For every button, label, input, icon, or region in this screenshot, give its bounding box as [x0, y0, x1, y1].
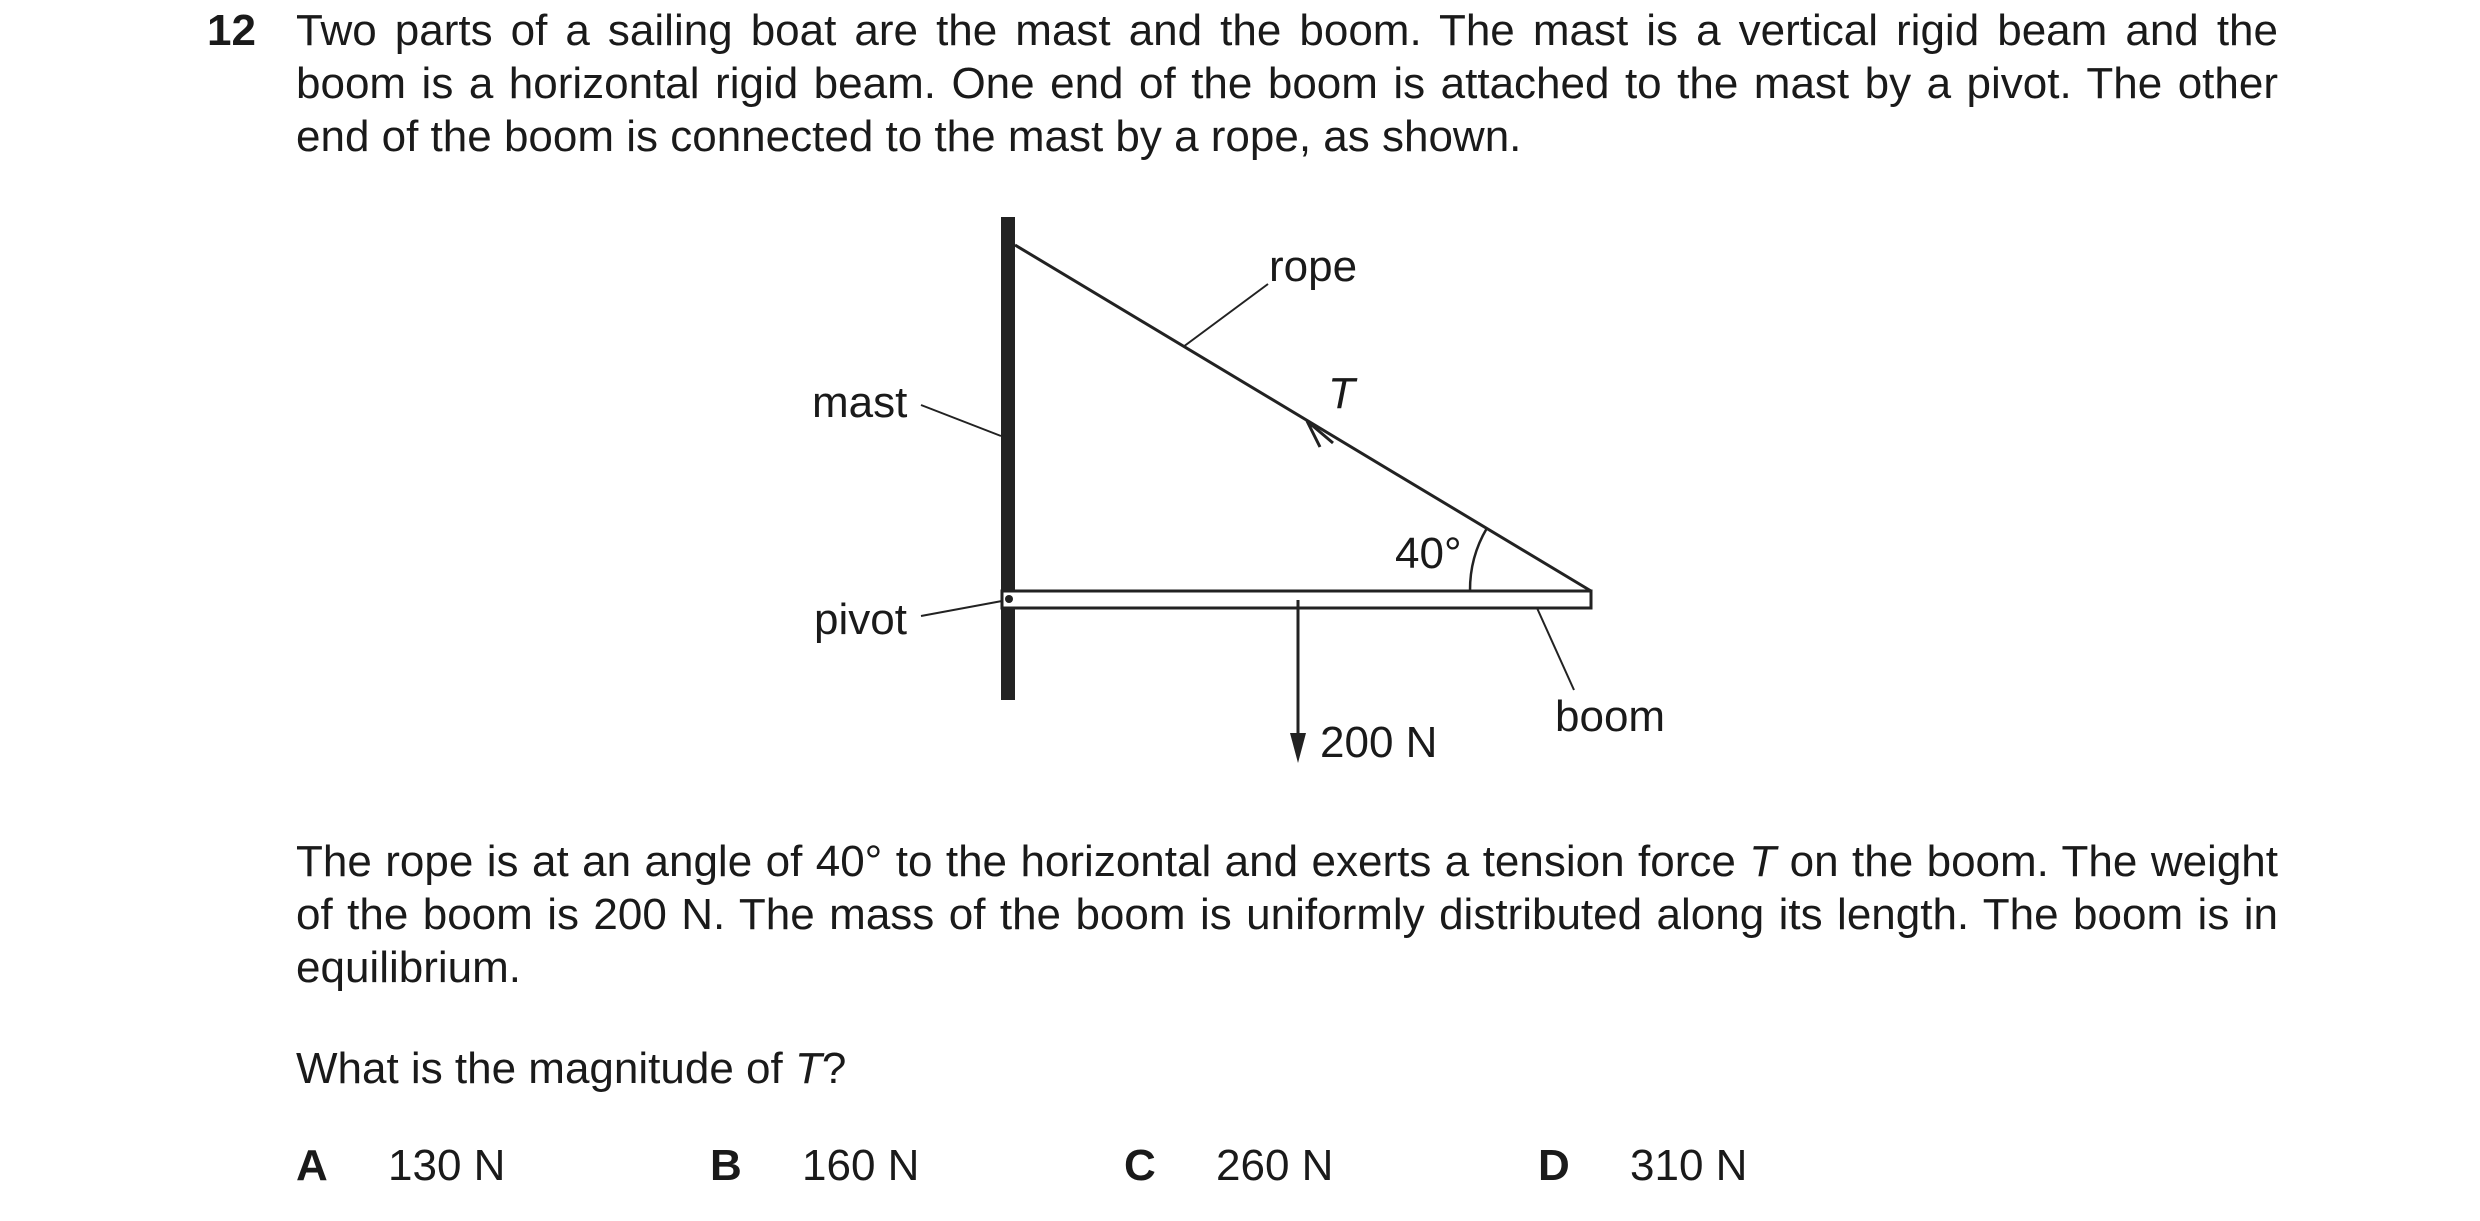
rope-leader	[1183, 284, 1268, 347]
rope-label: rope	[1269, 242, 1358, 291]
question-prompt	[296, 1042, 846, 1095]
option-a-value: 130 N	[388, 1141, 506, 1190]
option-d[interactable]	[1538, 1139, 1747, 1192]
boom-leader	[1537, 608, 1574, 690]
tension-label: T	[1328, 369, 1355, 418]
pivot-leader	[921, 601, 1002, 616]
option-b-letter: B	[710, 1141, 742, 1190]
option-a[interactable]	[296, 1139, 505, 1192]
mast-label: mast	[812, 378, 908, 427]
rope	[1015, 245, 1591, 591]
question-info	[296, 835, 2278, 994]
option-c-letter: C	[1124, 1141, 1156, 1190]
option-a-letter: A	[296, 1141, 328, 1190]
option-c-value: 260 N	[1216, 1141, 1334, 1190]
info-tension-symbol: T	[1749, 837, 1777, 886]
question-number: 12	[207, 6, 256, 55]
weight-arrowhead	[1290, 733, 1306, 763]
boom-label: boom	[1555, 692, 1666, 741]
question-intro: Two parts of a sailing boat are the mast and the boom. The mast is a vertical rigid beam and the boom is a horizontal rigid beam. One end of the boom is attached to the mast by a pivot. The other end of the boom is connected to the mast by a rope, as shown.	[296, 6, 2278, 161]
prompt-text: What is the magnitude of	[296, 1044, 795, 1093]
pivot-label: pivot	[814, 595, 907, 644]
option-b[interactable]	[710, 1139, 919, 1192]
prompt-symbol: T	[794, 1044, 822, 1093]
angle-label: 40°	[1395, 529, 1462, 578]
mast-leader	[921, 405, 1001, 436]
mast	[1001, 217, 1015, 700]
weight-label: 200 N	[1320, 718, 1438, 767]
option-c[interactable]	[1124, 1139, 1333, 1192]
prompt-end: ?	[821, 1044, 847, 1093]
option-d-letter: D	[1538, 1141, 1570, 1190]
pivot	[1005, 595, 1013, 603]
angle-arc	[1470, 528, 1487, 591]
info-text-1: The rope is at an angle of 40° to the horizontal and exerts a tension force	[296, 837, 1750, 886]
option-d-value: 310 N	[1630, 1141, 1748, 1190]
info-text-2: on the boom. The weight of the boom is 200 N. The mass of the boom is uniformly distributed along its length. The boom is in equilibrium.	[296, 837, 2279, 992]
option-b-value: 160 N	[802, 1141, 920, 1190]
